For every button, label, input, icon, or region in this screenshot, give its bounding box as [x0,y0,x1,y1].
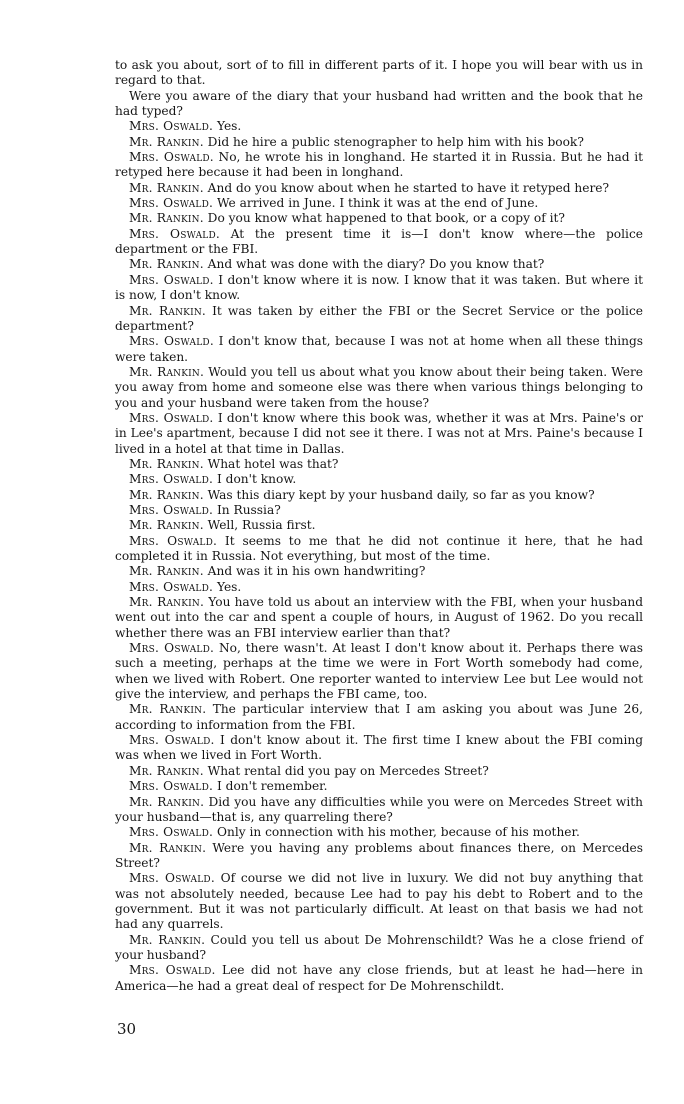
speaker-label: Mr. Rankin. [129,932,206,947]
paragraph-text: Yes. [216,579,242,594]
transcript-paragraph [115,488,643,503]
transcript-paragraph [115,580,643,595]
paragraph-text: I don't know that, because I was not at home when all these things were taken. [115,334,643,364]
page-number: 30 [117,1020,137,1038]
paragraph-text: And what was done with the diary? Do you know that? [207,257,545,272]
speaker-label: Mr. Rankin. [129,840,207,855]
paragraph-text: What rental did you pay on Mercedes Street? [207,763,489,778]
speaker-label: Mrs. Oswald. [129,226,220,241]
transcript-paragraph [115,150,643,181]
paragraph-text: And do you know about when he started to have it retyped here? [207,180,610,195]
paragraph-text: I don't know where this book was, whether it was at Mrs. Paine's or in Lee's apartment, because I did not see it there. I was not at Mrs. Paine's because I lived in a hotel at that time in Dallas. [115,410,643,456]
transcript-paragraph [115,564,643,579]
transcript-paragraph [115,181,643,196]
transcript-paragraph [115,963,643,994]
speaker-label: Mrs. Oswald. [129,825,214,840]
speaker-label: Mrs. Oswald. [129,472,214,487]
speaker-label: Mrs. Oswald. [129,150,214,165]
speaker-label: Mrs. Oswald. [129,272,214,287]
paragraph-text: It seems to me that he did not continue it here, that he had completed it in Russia. Not everything, but most of the time. [115,533,643,563]
transcript-paragraph [115,472,643,487]
transcript-paragraph [115,119,643,134]
transcript-paragraph [115,641,643,702]
transcript-paragraph [115,871,643,932]
speaker-label: Mrs. Oswald. [129,579,214,594]
paragraph-text: In Russia? [216,502,281,517]
paragraph-text: I don't know. [216,472,297,487]
speaker-label: Mrs. Oswald. [129,334,214,349]
transcript-paragraph [115,411,643,457]
transcript-paragraph [115,534,643,565]
paragraph-text: Did you have any difficulties while you were on Mercedes Street with your husband—that is, any quarreling there? [115,794,643,824]
speaker-label: Mrs. Oswald. [129,196,214,211]
speaker-label: Mr. Rankin. [129,595,205,610]
transcript-paragraph [115,825,643,840]
transcript-paragraph [115,518,643,533]
paragraph-text: Was this diary kept by your husband daily, so far as you know? [207,487,595,502]
speaker-label: Mrs. Oswald. [129,871,215,886]
speaker-label: Mr. Rankin. [129,180,204,195]
paragraph-text: Lee did not have any close friends, but at least he had—here in America—he had a great deal of respect for De Mohrenschildt. [115,963,643,993]
transcript-paragraph [115,795,643,826]
transcript-paragraph [115,595,643,641]
speaker-label: Mr. Rankin. [129,456,204,471]
paragraph-text: Were you having any problems about finances there, on Mercedes Street? [115,840,643,870]
speaker-label: Mr. Rankin. [129,763,204,778]
transcript-paragraph [115,733,643,764]
transcript-paragraph [115,89,643,120]
paragraph-text: At the present time it is—I don't know where—the police department or the FBI. [115,226,643,257]
paragraph-text: You have told us about an interview with the FBI, when your husband went out into the car and spent a couple of hours, in August of 1962. Do you recall whether there was an FBI interview earlier than that? [115,595,644,640]
transcript-paragraph [115,841,643,872]
speaker-label: Mr. Rankin. [129,134,204,149]
speaker-label: Mrs. Oswald. [129,641,215,656]
speaker-label: Mrs. Oswald. [129,502,214,517]
paragraph-text: What hotel was that? [207,456,339,471]
transcript-paragraph [115,273,643,304]
speaker-label: Mr. Rankin. [129,564,204,579]
transcript-paragraph [115,764,643,779]
transcript-paragraph [115,933,643,964]
paragraph-text: to ask you about, sort of to fill in different parts of it. I hope you will bear with us in regard to that. [115,58,643,88]
speaker-label: Mrs. Oswald. [129,533,218,548]
paragraph-text: Well, Russia first. [207,518,316,533]
paragraph-text: The particular interview that I am asking you about was June 26, according to information from the FBI. [115,702,643,732]
speaker-label: Mrs. Oswald. [129,963,216,978]
transcript-paragraph [115,702,643,733]
speaker-label: Mr. Rankin. [129,257,204,272]
speaker-label: Mr. Rankin. [129,364,205,379]
speaker-label: Mr. Rankin. [129,702,207,717]
transcript-paragraph [115,135,643,150]
transcript-paragraph [115,227,643,258]
paragraph-text: Could you tell us about De Mohrenschildt? Was he a close friend of your husband? [115,932,643,962]
speaker-label: Mrs. Oswald. [129,779,214,794]
paragraph-text: No, there wasn't. At least I don't know about it. Perhaps there was such a meeting, perhaps at the time we were in Fort Worth somebody had come, when we lived with Robert. One reporter wanted to interview Lee but Lee would not give the interview, and perhaps the FBI came, too. [115,641,644,702]
paragraph-text: I don't know where it is now. I know that it was taken. But where it is now, I don't know. [115,272,643,303]
speaker-label: Mr. Rankin. [129,211,204,226]
transcript-paragraph [115,334,643,365]
transcript-paragraph [115,779,643,794]
speaker-label: Mr. Rankin. [129,303,206,318]
speaker-label: Mr. Rankin. [129,518,204,533]
transcript-paragraph [115,58,643,89]
paragraph-text: Yes. [216,119,242,134]
paragraph-text: It was taken by either the FBI or the Secret Service or the police department? [115,303,643,333]
speaker-label: Mrs. Oswald. [129,119,214,134]
speaker-label: Mrs. Oswald. [129,410,214,425]
speaker-label: Mr. Rankin. [129,794,205,809]
paragraph-text: Do you know what happened to that book, or a copy of it? [207,211,565,226]
speaker-label: Mr. Rankin. [129,487,204,502]
paragraph-text: Would you tell us about what you know about their being taken. Were you away from home and someone else was there when various things belonging to you and your husband were taken from the house? [115,364,643,410]
paragraph-text: I don't remember. [216,779,328,794]
paragraph-text: Did he hire a public stenographer to help him with his book? [207,134,584,149]
transcript-paragraph [115,503,643,518]
transcript-paragraph [115,457,643,472]
transcript-page [115,58,643,994]
paragraph-text: Of course we did not live in luxury. We did not buy anything that was not absolutely needed, because Lee had to pay his debt to Robert and to the government. But it was not particularly difficult. At least on that basis we had not had any quarrels. [115,871,643,932]
transcript-paragraph [115,257,643,272]
paragraph-text: I don't know about it. The first time I knew about the FBI coming was when we lived in Fort Worth. [115,733,643,763]
paragraph-text: We arrived in June. I think it was at the end of June. [216,196,539,211]
paragraph-text: Were you aware of the diary that your husband had written and the book that he had typed? [115,88,643,119]
transcript-paragraph [115,196,643,211]
paragraph-text: Only in connection with his mother, because of his mother. [216,825,580,840]
transcript-paragraph [115,365,643,411]
speaker-label: Mrs. Oswald. [129,733,215,748]
transcript-paragraph [115,211,643,226]
paragraph-text: No, he wrote his in longhand. He started it in Russia. But he had it retyped here because it had been in longhand. [115,150,644,180]
transcript-paragraph [115,304,643,335]
paragraph-text: And was it in his own handwriting? [207,564,426,579]
